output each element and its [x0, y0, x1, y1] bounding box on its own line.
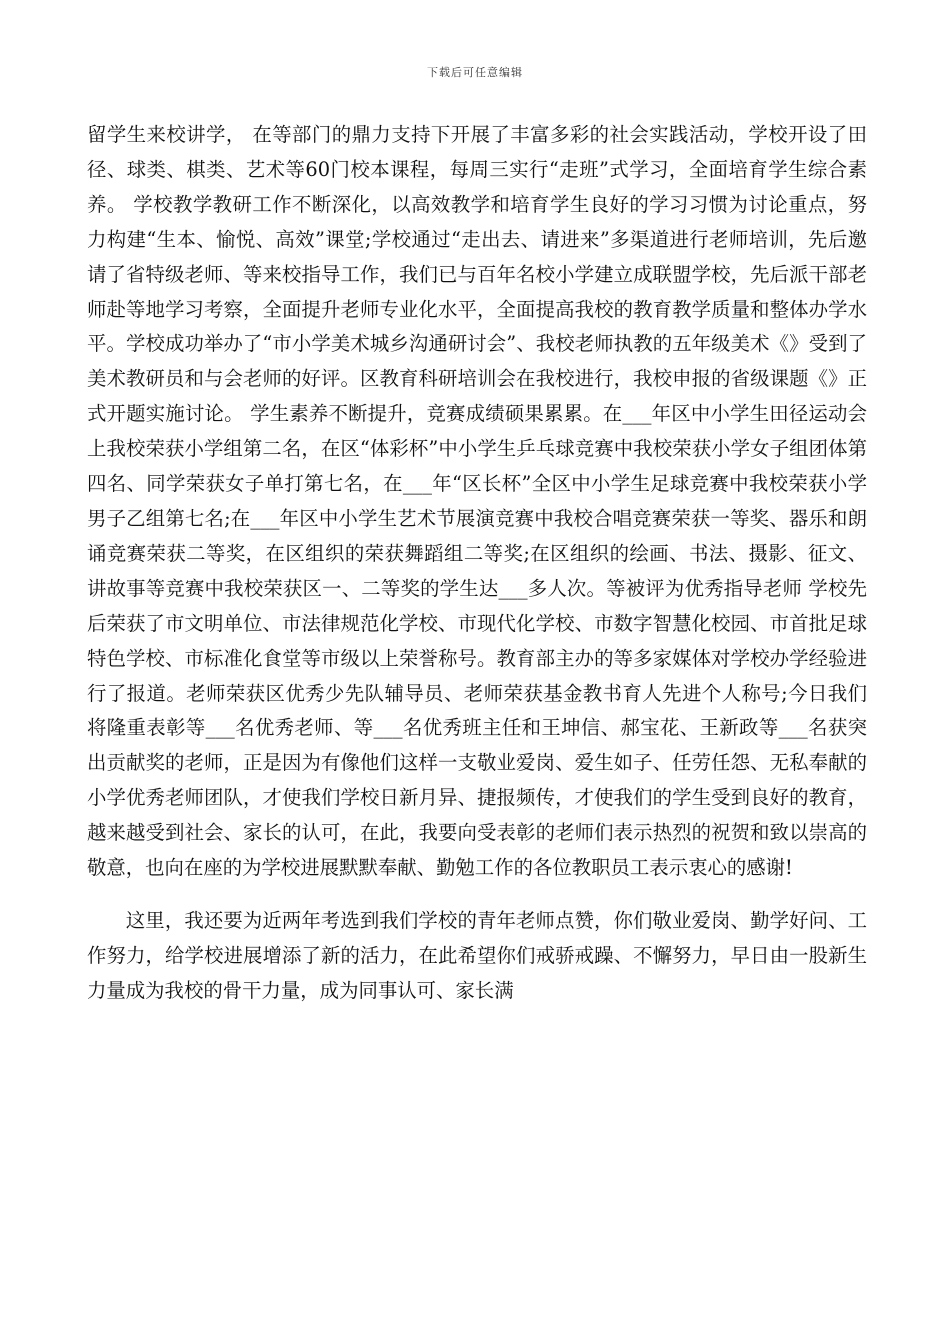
paragraph-2: 这里，我还要为近两年考选到我们学校的青年老师点赞，你们敬业爱岗、勤学好问、工作努力，给学校进展增添了新的活力，在此希望你们戒骄戒躁、不懈努力，早日由一股新生力量成为我校的骨干力量，成为同事认可、家长满 — [87, 908, 867, 1002]
paragraph-1: 留学生来校讲学， 在等部门的鼎力支持下开展了丰富多彩的社会实践活动，学校开设了田径、球类、棋类、艺术等60门校本课程，每周三实行“走班”式学习，全面培育学生综合素养。 学校教学教研工作不断深化，以高效教学和培育学生良好的学习习惯为讨论重点，努力构建“生本、愉悦、高效”课堂;学校通过“走出去、请进来”多渠道进行老师培训，先后邀请了省特级老师、等来校指导工作，我们已与百年名校小学建立成联盟学校，先后派干部老师赴等地学习考察，全面提升老师专业化水平，全面提高我校的教育教学质量和整体办学水平。学校成功举办了“市小学美术城乡沟通研讨会”、我校老师执教的五年级美术《》受到了美术教研员和与会老师的好评。区教育科研培训会在我校进行，我校申报的省级课题《》正式开题实施讨论。 学生素养不断提升，竞赛成绩硕果累累。在___年区中小学生田径运动会上我校荣获小学组第二名，在区“体彩杯”中小学生乒乓球竞赛中我校荣获小学女子组团体第四名、同学荣获女子单打第七名，在___年“区长杯”全区中小学生足球竞赛中我校荣获小学男子乙组第七名;在___年区中小学生艺术节展演竞赛中我校合唱竞赛荣获一等奖、器乐和朗诵竞赛荣获二等奖，在区组织的荣获舞蹈组二等奖;在区组织的绘画、书法、摄影、征文、讲故事等竞赛中我校荣获区一、二等奖的学生达___多人次。等被评为优秀指导老师 学校先后荣获了市文明单位、市法律规范化学校、市现代化学校、市数字智慧化校园、市首批足球特色学校、市标准化食堂等市级以上荣誉称号。教育部主办的等多家媒体对学校办学经验进行了报道。老师荣获区优秀少先队辅导员、老师荣获基金教书育人先进个人称号;今日我们将隆重表彰等___名优秀老师、等___名优秀班主任和王坤信、郝宝花、王新政等___名获突出贡献奖的老师，正是因为有像他们这样一支敬业爱岗、爱生如子、任劳任怨、无私奉献的小学优秀老师团队，才使我们学校日新月异、捷报频传，才使我们的学生受到良好的教育，越来越受到社会、家长的认可，在此，我要向受表彰的老师们表示热烈的祝贺和致以崇高的敬意，也向在座的为学校进展默默奉献、勤勉工作的各位教职员工表示衷心的感谢! — [87, 123, 867, 880]
page-header: 下载后可任意编辑 — [427, 66, 523, 79]
document-body — [87, 118, 867, 1009]
